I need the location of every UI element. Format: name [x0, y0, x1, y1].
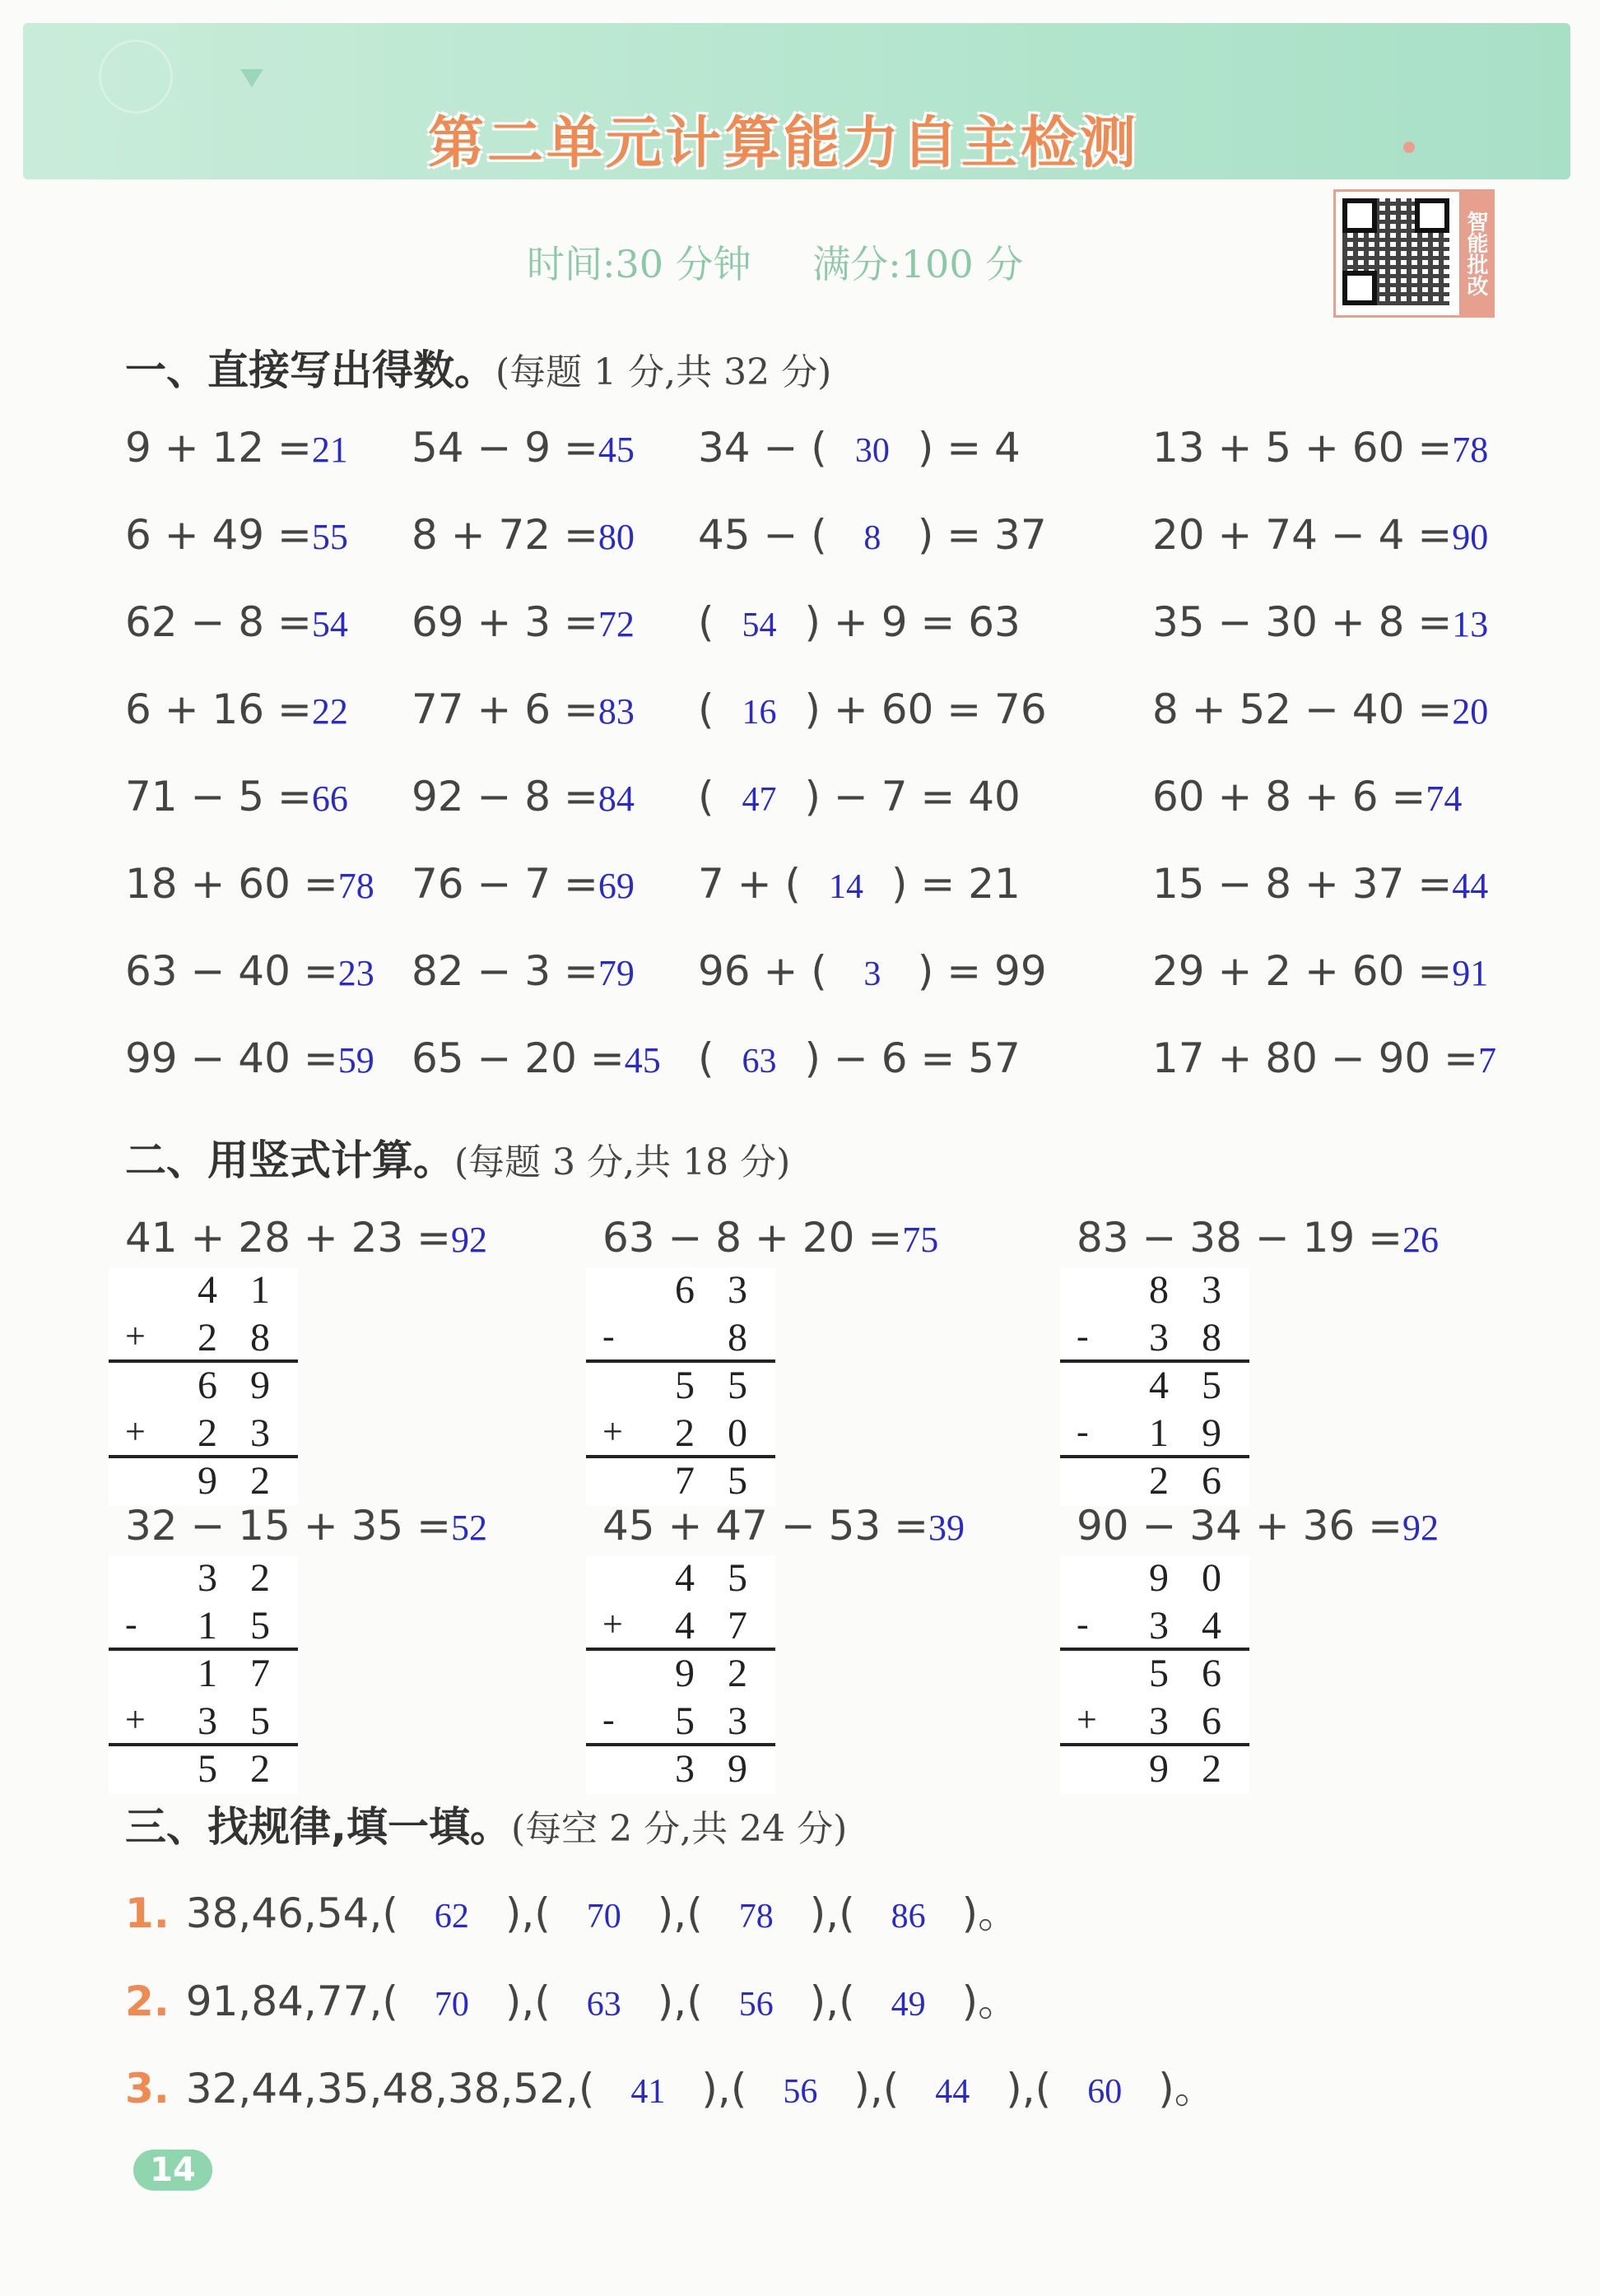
problem-expression: 69 + 3 = — [412, 598, 598, 646]
operator-sign: - — [1077, 1604, 1089, 1644]
calc-problem — [1152, 424, 1488, 472]
sum-line — [586, 1648, 775, 1651]
answer-value[interactable]: 21 — [311, 430, 348, 470]
calc-problem — [412, 773, 635, 820]
answer-value[interactable]: 54 — [311, 604, 348, 644]
vertical-digit-row: 4 5 — [1149, 1364, 1233, 1407]
operator-sign: - — [1077, 1316, 1089, 1356]
blank-answer[interactable]: 49 — [891, 1986, 926, 2024]
vertical-digit-row: 4 7 — [675, 1604, 759, 1648]
calc-problem — [1152, 686, 1488, 733]
calc-problem — [412, 1034, 661, 1082]
answer-value[interactable]: 74 — [1426, 779, 1463, 819]
qr-pin-icon — [1403, 142, 1415, 153]
sequence-given: 32,44,35,48,38,52, — [185, 2065, 579, 2112]
operator-sign: - — [125, 1604, 137, 1644]
sum-line — [109, 1743, 298, 1746]
blank-answer[interactable]: 47 — [742, 781, 777, 819]
problem-prefix: ( — [698, 686, 714, 733]
answer-value[interactable]: 83 — [598, 691, 635, 732]
problem-prefix: ( — [698, 598, 714, 646]
problem-expression: 8 + 72 = — [412, 511, 598, 559]
problem-expression: 45 + 47 − 53 = — [602, 1502, 929, 1550]
problem-expression: 9 + 12 = — [125, 424, 312, 472]
answer-value[interactable]: 79 — [598, 953, 635, 993]
vertical-digit-row: 7 5 — [675, 1459, 759, 1503]
sequence-given: 38,46,54, — [185, 1889, 383, 1937]
vertical-problem-expression — [602, 1214, 938, 1262]
vertical-digit-row: 2 0 — [675, 1411, 759, 1455]
problem-prefix: 96 + ( — [698, 947, 827, 995]
calc-problem — [412, 947, 635, 995]
section1-title: 一、直接写出得数。 — [125, 346, 495, 394]
close-paren: ), — [657, 1889, 687, 1937]
vertical-calculation — [586, 1555, 775, 1794]
problem-prefix: 7 + ( — [698, 860, 801, 908]
sum-line — [1060, 1648, 1249, 1651]
answer-value[interactable]: 91 — [1452, 953, 1489, 993]
blank-answer[interactable]: 56 — [738, 1986, 774, 2024]
qr-corner-icon — [1342, 271, 1377, 305]
calc-problem — [412, 424, 635, 472]
operator-sign: + — [602, 1411, 623, 1452]
section2-heading — [125, 1127, 790, 1187]
section3-note: (每空 2 分,共 24 分) — [511, 1808, 848, 1850]
answer-value[interactable]: 7 — [1478, 1040, 1497, 1081]
vertical-digit-row: 1 5 — [198, 1604, 281, 1648]
vertical-problem-expression — [125, 1502, 487, 1550]
blank-answer[interactable]: 14 — [829, 868, 863, 906]
vertical-calculation — [109, 1555, 298, 1794]
vertical-problem-expression — [602, 1502, 965, 1550]
vertical-digit-row: 9 0 — [1149, 1556, 1233, 1600]
close-paren: ) — [1158, 2065, 1174, 2112]
vertical-digit-row: 9 2 — [1149, 1747, 1233, 1791]
blank-answer[interactable]: 16 — [742, 694, 777, 732]
calc-problem — [1152, 598, 1488, 646]
close-paren: ), — [505, 1889, 535, 1937]
sequence-problem — [125, 1968, 1019, 2028]
calc-problem — [698, 1034, 1021, 1082]
blank-answer[interactable]: 54 — [742, 607, 777, 644]
open-paren: ( — [686, 1978, 703, 2025]
problem-expression: 54 − 9 = — [412, 424, 598, 472]
vertical-digit-row: 8 3 — [1149, 1268, 1233, 1312]
blank-answer[interactable]: 86 — [891, 1898, 926, 1936]
sequence-given: 91,84,77, — [185, 1978, 383, 2025]
sum-line — [586, 1455, 775, 1458]
open-paren: ( — [382, 1978, 398, 2025]
answer-value[interactable]: 75 — [902, 1220, 939, 1260]
end-mark: 。 — [978, 1889, 1020, 1937]
vertical-calculation — [1060, 1267, 1249, 1506]
open-paren: ( — [882, 2065, 900, 2112]
vertical-digit-row: 9 2 — [675, 1652, 759, 1695]
open-paren: ( — [839, 1889, 855, 1937]
calc-problem — [1152, 860, 1488, 908]
close-paren: ), — [809, 1889, 840, 1937]
vertical-digit-row: 3 8 — [1149, 1316, 1233, 1359]
close-paren: ), — [853, 2065, 883, 2112]
vertical-digit-row: 9 2 — [198, 1459, 281, 1503]
close-paren: ), — [701, 2065, 731, 2112]
sum-line — [1060, 1359, 1249, 1363]
problem-suffix: ) = 37 — [917, 511, 1047, 559]
vertical-digit-row: 5 5 — [675, 1364, 759, 1407]
calc-problem — [125, 860, 374, 908]
answer-value[interactable]: 59 — [337, 1040, 374, 1081]
open-paren: ( — [686, 1889, 703, 1937]
answer-value[interactable]: 44 — [1452, 866, 1489, 906]
calc-problem — [698, 424, 1021, 472]
answer-value[interactable]: 66 — [311, 779, 348, 819]
calc-problem — [412, 511, 635, 559]
calc-problem — [698, 511, 1047, 559]
vertical-digit-row: 4 1 — [198, 1268, 281, 1312]
vertical-problem-expression — [1077, 1502, 1439, 1550]
problem-prefix: ( — [698, 1034, 714, 1082]
problem-expression: 62 − 8 = — [125, 598, 312, 646]
problem-expression: 35 − 30 + 8 = — [1152, 598, 1453, 646]
answer-value[interactable]: 69 — [598, 866, 635, 906]
open-paren: ( — [534, 1889, 551, 1937]
answer-value[interactable]: 92 — [1402, 1508, 1440, 1548]
vertical-digit-row: 5 6 — [1149, 1652, 1233, 1695]
problem-expression: 29 + 2 + 60 = — [1152, 947, 1453, 995]
problem-expression: 63 − 40 = — [125, 947, 338, 995]
sum-line — [1060, 1455, 1249, 1458]
operator-sign: + — [602, 1604, 623, 1644]
sum-line — [586, 1359, 775, 1363]
problem-expression: 41 + 28 + 23 = — [125, 1214, 452, 1262]
operator-sign: - — [602, 1316, 615, 1356]
answer-value[interactable]: 45 — [624, 1040, 661, 1081]
open-paren: ( — [1035, 2065, 1052, 2112]
end-mark: 。 — [1174, 2065, 1216, 2112]
problem-suffix: ) − 6 = 57 — [804, 1034, 1021, 1082]
vertical-digit-row: 2 6 — [1149, 1459, 1233, 1503]
problem-expression: 77 + 6 = — [412, 686, 598, 733]
open-paren: ( — [730, 2065, 747, 2112]
question-number: 3. — [125, 2065, 170, 2112]
time-label: 时间:30 分钟 — [527, 242, 751, 286]
calc-problem — [1152, 511, 1488, 559]
answer-value[interactable]: 78 — [1452, 430, 1489, 470]
calc-problem — [125, 1034, 374, 1082]
qr-corner-icon — [1342, 198, 1377, 233]
close-paren: ), — [505, 1978, 535, 2025]
problem-expression: 76 − 7 = — [412, 860, 598, 908]
qr-tag-label: 智能批改 — [1459, 192, 1492, 315]
problem-suffix: ) + 9 = 63 — [804, 598, 1021, 646]
problem-suffix: ) = 4 — [917, 424, 1021, 472]
vertical-problem-expression — [125, 1214, 487, 1262]
triangle-decoration — [240, 69, 263, 87]
open-paren: ( — [578, 2065, 595, 2112]
problem-expression: 8 + 52 − 40 = — [1152, 686, 1453, 733]
vertical-digit-row: 3 5 — [198, 1699, 281, 1743]
calc-problem — [412, 686, 635, 733]
blank-answer[interactable]: 44 — [935, 2073, 970, 2111]
answer-value[interactable]: 55 — [311, 517, 348, 557]
calc-problem — [125, 598, 348, 646]
calc-problem — [125, 511, 348, 559]
calc-problem — [1152, 947, 1488, 995]
blank-answer[interactable]: 8 — [863, 519, 881, 557]
sequence-problem — [125, 1880, 1019, 1940]
blank-answer[interactable]: 62 — [434, 1898, 469, 1936]
problem-expression: 17 + 80 − 90 = — [1152, 1034, 1479, 1082]
section2-note: (每题 3 分,共 18 分) — [454, 1141, 791, 1183]
operator-sign: + — [125, 1316, 146, 1356]
sum-line — [109, 1455, 298, 1458]
vertical-calculation — [1060, 1555, 1249, 1794]
problem-suffix: ) + 60 = 76 — [804, 686, 1047, 733]
answer-value[interactable]: 22 — [311, 691, 348, 732]
vertical-digit-row: 6 3 — [675, 1268, 759, 1312]
problem-prefix: 45 − ( — [698, 511, 827, 559]
vertical-problem-expression — [1077, 1214, 1439, 1262]
blank-answer[interactable]: 63 — [742, 1043, 777, 1081]
problem-expression: 6 + 16 = — [125, 686, 312, 733]
problem-prefix: ( — [698, 773, 714, 820]
answer-value[interactable]: 26 — [1402, 1220, 1440, 1260]
close-paren: ), — [809, 1978, 840, 2025]
close-paren: ) — [961, 1889, 979, 1937]
vertical-digit-row: 4 5 — [675, 1556, 759, 1600]
calc-problem — [125, 424, 348, 472]
section3-heading — [125, 1794, 847, 1853]
open-paren: ( — [839, 1978, 855, 2025]
problem-suffix: ) = 99 — [917, 947, 1047, 995]
close-paren: ), — [657, 1978, 687, 2025]
vertical-calculation — [109, 1267, 298, 1506]
blank-answer[interactable]: 70 — [586, 1898, 621, 1936]
open-paren: ( — [382, 1889, 398, 1937]
calc-problem — [125, 686, 348, 733]
vertical-digit-row: 2 3 — [198, 1411, 281, 1455]
problem-expression: 13 + 5 + 60 = — [1152, 424, 1453, 472]
problem-expression: 83 − 38 − 19 = — [1077, 1214, 1403, 1262]
vertical-digit-row: 3 2 — [198, 1556, 281, 1600]
problem-expression: 6 + 49 = — [125, 511, 312, 559]
vertical-digit-row: 1 7 — [198, 1652, 281, 1695]
operator-sign: + — [125, 1699, 146, 1740]
end-mark: 。 — [978, 1978, 1020, 2025]
answer-value[interactable]: 80 — [598, 517, 635, 557]
qr-corner-icon — [1415, 198, 1449, 233]
blank-answer[interactable]: 78 — [738, 1898, 774, 1936]
score-label: 满分:100 分 — [812, 242, 1024, 286]
vertical-digit-row: 3 4 — [1149, 1604, 1233, 1648]
problem-expression: 60 + 8 + 6 = — [1152, 773, 1426, 820]
problem-suffix: ) = 21 — [891, 860, 1021, 908]
close-paren: ), — [1006, 2065, 1035, 2112]
problem-expression: 99 − 40 = — [125, 1034, 338, 1082]
operator-sign: - — [602, 1699, 615, 1740]
problem-expression: 90 − 34 + 36 = — [1077, 1502, 1403, 1550]
calc-problem — [698, 773, 1021, 820]
problem-expression: 20 + 74 − 4 = — [1152, 511, 1453, 559]
vertical-digit-row: 8 — [728, 1316, 759, 1359]
test-meta — [527, 235, 1072, 289]
answer-value[interactable]: 45 — [598, 430, 635, 470]
circle-decoration — [99, 40, 173, 114]
operator-sign: + — [125, 1411, 146, 1452]
calc-problem — [412, 598, 635, 646]
calc-problem — [698, 686, 1047, 733]
vertical-digit-row: 3 9 — [675, 1747, 759, 1791]
answer-value[interactable]: 72 — [598, 604, 635, 644]
answer-value[interactable]: 84 — [598, 779, 635, 819]
qr-code-box[interactable] — [1333, 189, 1495, 318]
calc-problem — [698, 947, 1047, 995]
answer-value[interactable]: 90 — [1452, 517, 1489, 557]
page-number: 14 — [133, 2150, 212, 2191]
vertical-calculation — [586, 1267, 775, 1506]
problem-expression: 71 − 5 = — [125, 773, 312, 820]
vertical-digit-row: 5 2 — [198, 1747, 281, 1791]
question-number: 1. — [125, 1889, 170, 1937]
answer-value[interactable]: 92 — [451, 1220, 488, 1260]
calc-problem — [698, 860, 1021, 908]
calc-problem — [1152, 773, 1462, 820]
vertical-digit-row: 3 6 — [1149, 1699, 1233, 1743]
section2-title: 二、用竖式计算。 — [125, 1136, 454, 1184]
calc-problem — [1152, 1034, 1496, 1082]
vertical-digit-row: 2 8 — [198, 1316, 281, 1359]
answer-value[interactable]: 39 — [928, 1508, 965, 1548]
blank-answer[interactable]: 41 — [630, 2073, 666, 2111]
blank-answer[interactable]: 30 — [854, 432, 890, 470]
blank-answer[interactable]: 3 — [863, 955, 881, 993]
problem-suffix: ) − 7 = 40 — [804, 773, 1021, 820]
answer-value[interactable]: 52 — [451, 1508, 488, 1548]
page-title: 第二单元计算能力自主检测 — [428, 111, 1140, 176]
close-paren: ) — [961, 1978, 979, 2025]
operator-sign: + — [1077, 1699, 1097, 1740]
sum-line — [109, 1648, 298, 1651]
blank-answer[interactable]: 63 — [586, 1986, 621, 2024]
answer-value[interactable]: 13 — [1452, 604, 1489, 644]
sum-line — [1060, 1743, 1249, 1746]
blank-answer[interactable]: 56 — [783, 2073, 818, 2111]
sequence-problem — [125, 2056, 1216, 2115]
section3-title: 三、找规律,填一填。 — [125, 1803, 511, 1851]
calc-problem — [125, 947, 374, 995]
answer-value[interactable]: 20 — [1452, 691, 1489, 732]
vertical-digit-row: 6 9 — [198, 1364, 281, 1407]
problem-expression: 15 − 8 + 37 = — [1152, 860, 1453, 908]
problem-expression: 18 + 60 = — [125, 860, 338, 908]
answer-value[interactable]: 78 — [337, 866, 374, 906]
problem-prefix: 34 − ( — [698, 424, 827, 472]
blank-answer[interactable]: 70 — [434, 1986, 469, 2024]
problem-expression: 92 − 8 = — [412, 773, 598, 820]
sum-line — [586, 1743, 775, 1746]
section1-heading — [125, 337, 831, 397]
operator-sign: - — [1077, 1411, 1089, 1452]
section1-note: (每题 1 分,共 32 分) — [495, 351, 832, 393]
blank-answer[interactable]: 60 — [1087, 2073, 1123, 2111]
problem-expression: 32 − 15 + 35 = — [125, 1502, 452, 1550]
vertical-digit-row: 1 9 — [1149, 1411, 1233, 1455]
problem-expression: 65 − 20 = — [412, 1034, 625, 1082]
answer-value[interactable]: 23 — [337, 953, 374, 993]
open-paren: ( — [534, 1978, 551, 2025]
calc-problem — [412, 860, 635, 908]
calc-problem — [125, 773, 348, 820]
vertical-digit-row: 5 3 — [675, 1699, 759, 1743]
calc-problem — [698, 598, 1021, 646]
sum-line — [109, 1359, 298, 1363]
question-number: 2. — [125, 1978, 170, 2025]
problem-expression: 63 − 8 + 20 = — [602, 1214, 903, 1262]
problem-expression: 82 − 3 = — [412, 947, 598, 995]
